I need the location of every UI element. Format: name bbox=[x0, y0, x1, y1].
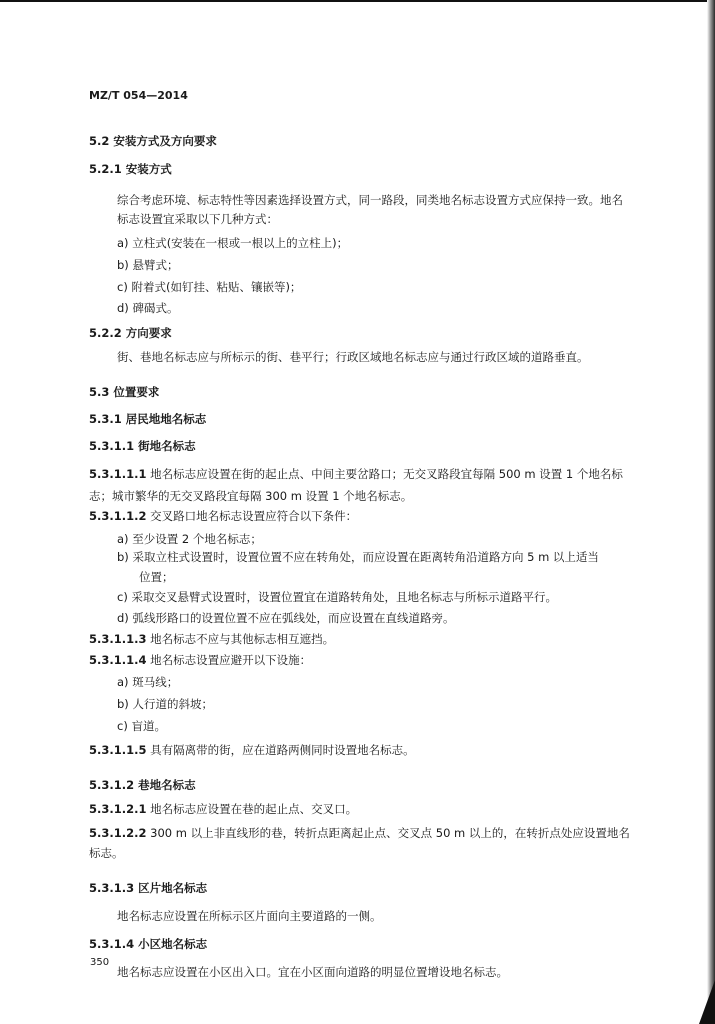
clause-line bbox=[89, 653, 311, 667]
list-item: b) 采取立柱式设置时，设置位置不应在转角处，而应设置在距离转角沿道路方向 5 m 以上适当 bbox=[117, 550, 599, 564]
list-item: d) 碑碣式。 bbox=[117, 301, 179, 315]
list-item: c) 采取交叉悬臂式设置时，设置位置宜在道路转角处，且地名标志与所标示道路平行。 bbox=[117, 590, 557, 604]
clause-line bbox=[89, 467, 623, 481]
clause-text: 地名标志应设置在巷的起止点、交叉口。 bbox=[146, 802, 358, 816]
clause-line bbox=[89, 632, 334, 646]
paragraph-line: 街、巷地名标志应与所标示的街、巷平行；行政区域地名标志应与通过行政区域的道路垂直。 bbox=[117, 350, 589, 364]
clause-line bbox=[89, 826, 630, 840]
section-heading: 5.3.1.4 小区地名标志 bbox=[89, 937, 208, 951]
scan-corner-mark bbox=[0, 0, 34, 9]
clause-text: 交叉路口地名标志设置应符合以下条件： bbox=[146, 509, 358, 523]
clause-number: 5.3.1.1.3 bbox=[89, 632, 147, 646]
clause-number: 5.3.1.1.1 bbox=[89, 467, 147, 481]
section-heading: 5.3.1 居民地地名标志 bbox=[89, 412, 207, 426]
clause-line bbox=[89, 743, 415, 757]
scan-edge-top bbox=[0, 0, 715, 2]
list-item: b) 人行道的斜坡； bbox=[117, 697, 213, 711]
paragraph-line: 综合考虑环境、标志特性等因素选择设置方式，同一路段，同类地名标志设置方式应保持一致。地名 bbox=[117, 193, 623, 207]
list-item-continuation: 位置； bbox=[139, 570, 174, 584]
paragraph-line: 地名标志应设置在小区出入口。宜在小区面向道路的明显位置增设地名标志。 bbox=[117, 965, 508, 979]
list-item: d) 弧线形路口的设置位置不应在弧线处，而应设置在直线道路旁。 bbox=[117, 611, 455, 625]
clause-text: 300 m 以上非直线形的巷，转折点距离起止点、交叉点 50 m 以上的，在转折点处应设置地名 bbox=[146, 826, 630, 840]
list-item: a) 斑马线； bbox=[117, 675, 179, 689]
section-heading: 5.3.1.1 街地名标志 bbox=[89, 439, 196, 453]
clause-text: 地名标志设置应避开以下设施： bbox=[146, 653, 312, 667]
paragraph-line: 地名标志应设置在所标示区片面向主要道路的一侧。 bbox=[117, 909, 382, 923]
page-number: 350 bbox=[90, 957, 110, 968]
paragraph-continuation: 志；城市繁华的无交叉路段宜每隔 300 m 设置 1 个地名标志。 bbox=[89, 489, 413, 503]
clause-number: 5.3.1.2.1 bbox=[89, 802, 147, 816]
section-heading: 5.2.1 安装方式 bbox=[89, 162, 172, 176]
clause-number: 5.3.1.2.2 bbox=[89, 826, 147, 840]
scan-corner-bottom-right bbox=[699, 980, 715, 1024]
list-item: a) 至少设置 2 个地名标志； bbox=[117, 532, 262, 546]
scan-edge-right bbox=[707, 0, 715, 1024]
clause-number: 5.3.1.1.4 bbox=[89, 653, 147, 667]
paragraph-line: 标志设置宜采取以下几种方式： bbox=[117, 212, 278, 226]
clause-line bbox=[89, 802, 357, 816]
section-heading: 5.3.1.2 巷地名标志 bbox=[89, 778, 196, 792]
list-item: a) 立柱式(安装在一根或一根以上的立柱上)； bbox=[117, 236, 349, 250]
paragraph-continuation: 标志。 bbox=[89, 846, 124, 860]
clause-text: 地名标志不应与其他标志相互遮挡。 bbox=[146, 632, 335, 646]
list-item: c) 附着式(如钉挂、粘贴、镶嵌等)； bbox=[117, 280, 302, 294]
clause-text: 具有隔离带的街，应在道路两侧同时设置地名标志。 bbox=[146, 743, 415, 757]
section-heading: 5.3 位置要求 bbox=[89, 385, 160, 399]
clause-text: 地名标志应设置在街的起止点、中间主要岔路口；无交叉路段宜每隔 500 m 设置 1 个地名标 bbox=[146, 467, 623, 481]
clause-number: 5.3.1.1.5 bbox=[89, 743, 147, 757]
section-heading: 5.2 安装方式及方向要求 bbox=[89, 134, 217, 148]
list-item: b) 悬臂式； bbox=[117, 258, 179, 272]
clause-number: 5.3.1.1.2 bbox=[89, 509, 147, 523]
clause-line bbox=[89, 509, 357, 523]
list-item: c) 盲道。 bbox=[117, 719, 166, 733]
document-code: MZ/T 054—2014 bbox=[89, 89, 188, 102]
section-heading: 5.3.1.3 区片地名标志 bbox=[89, 881, 208, 895]
section-heading: 5.2.2 方向要求 bbox=[89, 326, 172, 340]
